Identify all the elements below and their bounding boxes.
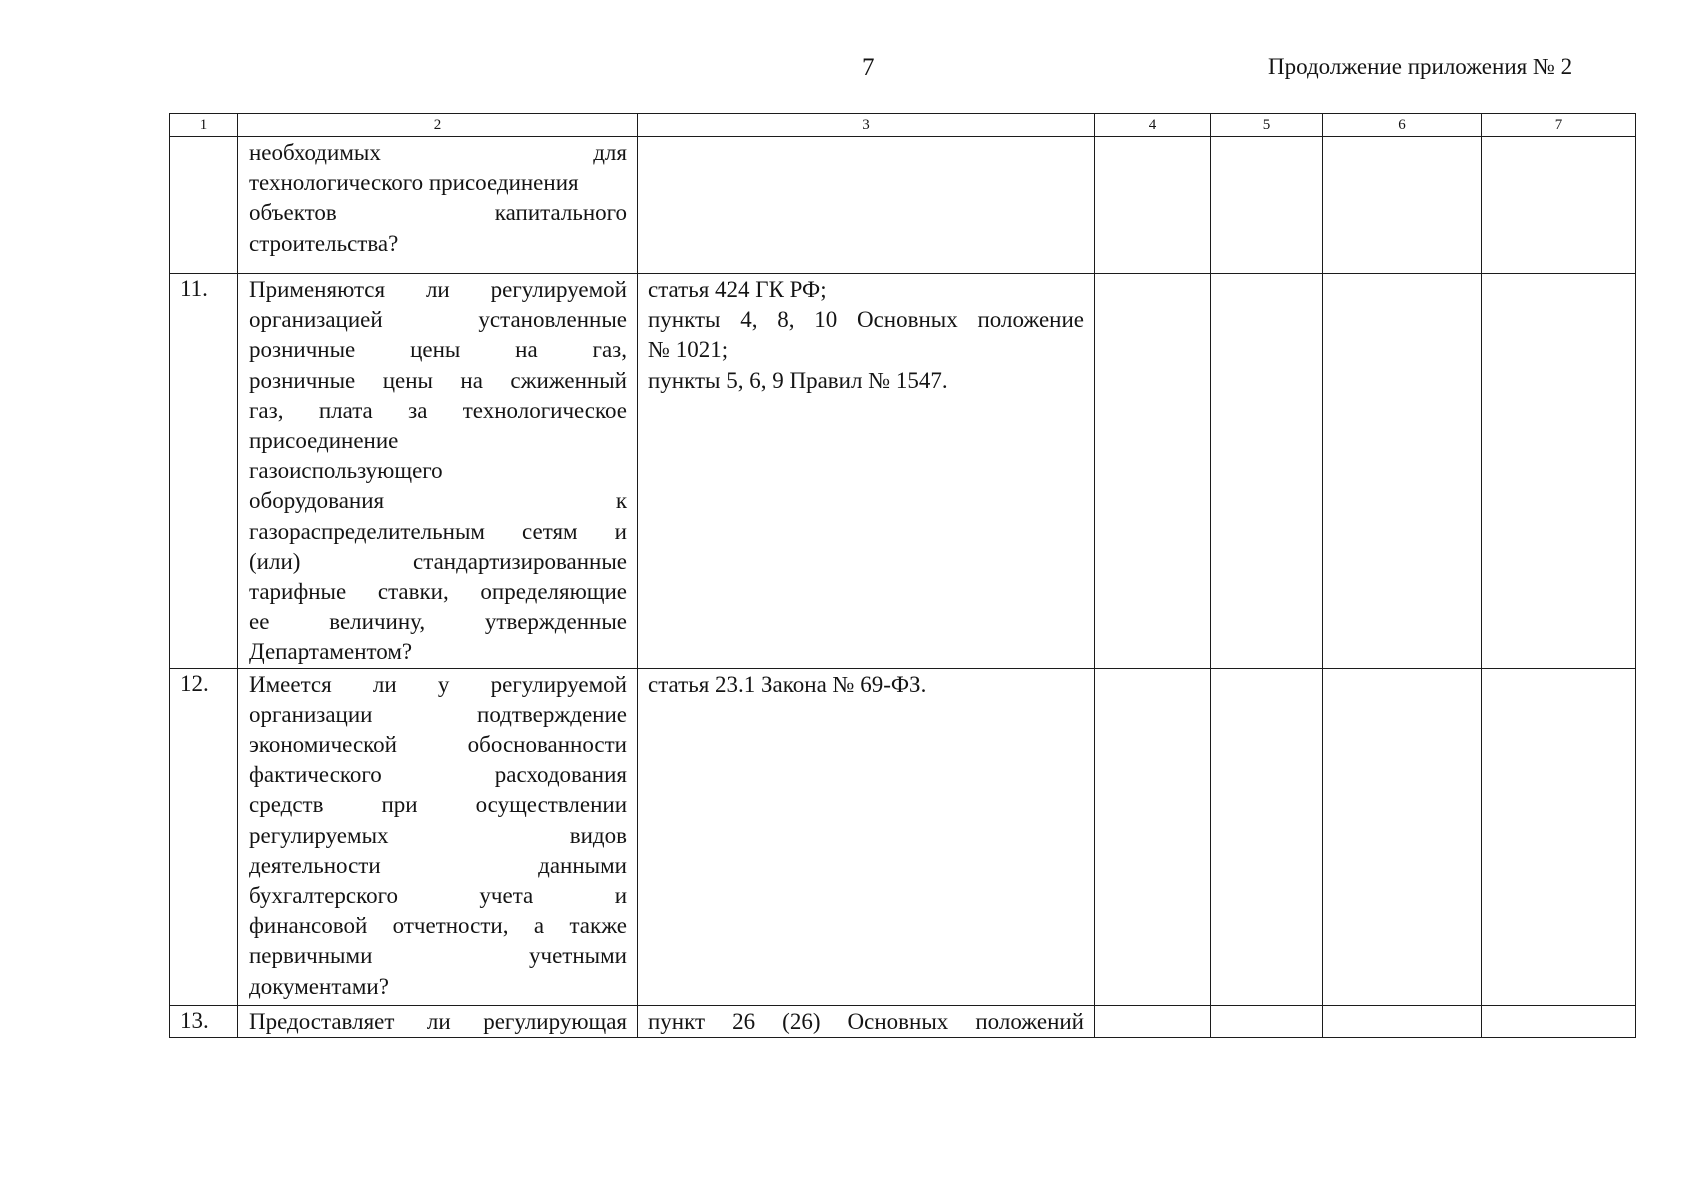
legal-reference-cell <box>638 668 1095 1005</box>
empty-cell-col-4 <box>1095 668 1211 1005</box>
text-line: газ, плата за технологическое <box>249 397 627 423</box>
text-line: (или) стандартизированные <box>249 548 627 574</box>
empty-cell-col-7 <box>1482 668 1636 1005</box>
table-row <box>170 274 1636 669</box>
legal-reference-cell <box>638 1005 1095 1037</box>
text-line: Департаментом? <box>249 639 413 665</box>
table-row <box>170 137 1636 274</box>
text-line: организации подтверждение <box>249 701 627 727</box>
text-line: статья 23.1 Закона № 69-ФЗ. <box>648 671 927 697</box>
empty-cell-col-5 <box>1211 137 1323 274</box>
text-line: № 1021; <box>648 337 729 363</box>
text-line: средств при осуществлении <box>249 792 627 818</box>
column-number-2: 2 <box>238 114 638 137</box>
text-line: бухгалтерского учета и <box>249 883 627 909</box>
empty-cell-col-7 <box>1482 137 1636 274</box>
text-line: пункт 26 (26) Основных положений <box>648 1008 1084 1034</box>
text-line: организацией установленные <box>249 307 627 333</box>
page-number: 7 <box>862 54 875 81</box>
checklist-table <box>169 113 1636 1038</box>
text-line: документами? <box>249 973 389 999</box>
empty-cell-col-7 <box>1482 274 1636 669</box>
text-line: фактического расходования <box>249 762 627 788</box>
text-line: Предоставляет ли регулирующая <box>249 1008 627 1034</box>
column-number-6: 6 <box>1323 114 1482 137</box>
question-cell <box>238 1005 638 1037</box>
legal-reference-cell <box>638 274 1095 669</box>
text-line: ее величину, утвержденные <box>249 609 627 635</box>
empty-cell-col-5 <box>1211 1005 1323 1037</box>
row-number: 13. <box>170 1005 238 1037</box>
text-line: первичными учетными <box>249 943 627 969</box>
table-row <box>170 668 1636 1005</box>
empty-cell-col-5 <box>1211 274 1323 669</box>
row-number <box>170 137 238 274</box>
empty-cell-col-6 <box>1323 1005 1482 1037</box>
empty-cell-col-6 <box>1323 137 1482 274</box>
text-line: необходимых для <box>249 140 627 165</box>
text-line: статья 424 ГК РФ; <box>648 277 827 302</box>
text-line: финансовой отчетности, а также <box>249 913 627 939</box>
text-line: пункты 4, 8, 10 Основных положение <box>648 307 1084 333</box>
row-number: 12. <box>170 668 238 1005</box>
column-number-5: 5 <box>1211 114 1323 137</box>
empty-cell-col-4 <box>1095 137 1211 274</box>
text-line: технологического присоединения <box>249 170 579 196</box>
text-line: присоединение <box>249 428 399 454</box>
column-number-7: 7 <box>1482 114 1636 137</box>
text-line: строительства? <box>249 230 399 256</box>
text-line: объектов капитального <box>249 200 627 226</box>
text-line: газоиспользующего <box>249 458 443 484</box>
text-line: розничные цены на газ, <box>249 337 627 363</box>
text-line: оборудования к <box>249 488 627 514</box>
empty-cell-col-7 <box>1482 1005 1636 1037</box>
legal-reference-cell <box>638 137 1095 274</box>
empty-cell-col-4 <box>1095 1005 1211 1037</box>
question-cell <box>238 668 638 1005</box>
column-number-1: 1 <box>170 114 238 137</box>
table-row <box>170 1005 1636 1037</box>
column-number-4: 4 <box>1095 114 1211 137</box>
empty-cell-col-4 <box>1095 274 1211 669</box>
text-line: регулируемых видов <box>249 822 627 848</box>
text-line: тарифные ставки, определяющие <box>249 579 627 605</box>
question-cell <box>238 274 638 669</box>
empty-cell-col-6 <box>1323 274 1482 669</box>
text-line: пункты 5, 6, 9 Правил № 1547. <box>648 367 948 393</box>
text-line: газораспределительным сетям и <box>249 518 627 544</box>
table-header-row <box>170 114 1636 137</box>
text-line: экономической обоснованности <box>249 732 627 758</box>
empty-cell-col-5 <box>1211 668 1323 1005</box>
text-line: Применяются ли регулируемой <box>249 277 627 302</box>
text-line: деятельности данными <box>249 852 627 878</box>
appendix-continuation-label: Продолжение приложения № 2 <box>1268 54 1573 79</box>
question-cell <box>238 137 638 274</box>
row-number: 11. <box>170 274 238 669</box>
text-line: розничные цены на сжиженный <box>249 367 627 393</box>
column-number-3: 3 <box>638 114 1095 137</box>
empty-cell-col-6 <box>1323 668 1482 1005</box>
text-line: Имеется ли у регулируемой <box>249 671 627 697</box>
